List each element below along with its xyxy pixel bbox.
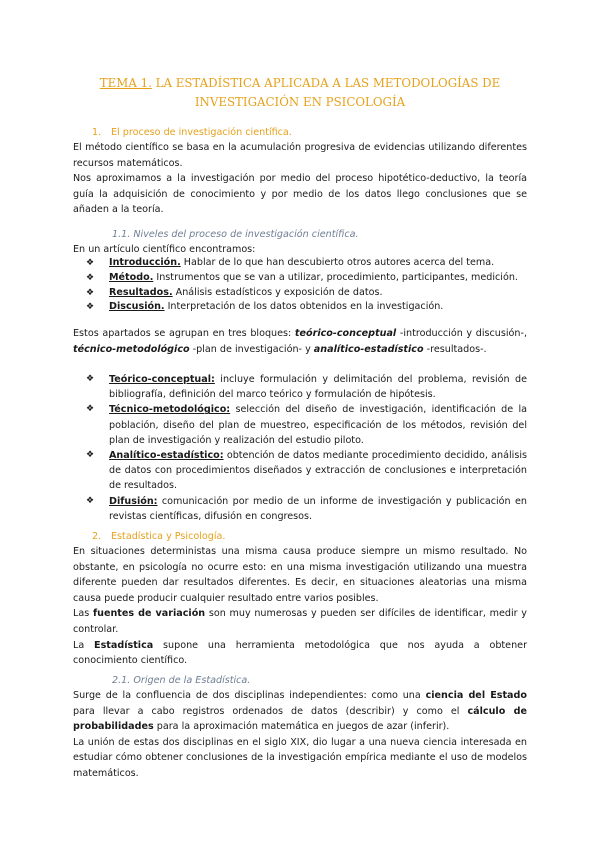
list-item: ❖ Teórico-conceptual: incluye formulación y delimitación del problema, revisión de bibliografía, definición del marco teórico y formulación de hipótesis. xyxy=(86,374,527,401)
diamond-bullet-icon: ❖ xyxy=(86,302,95,313)
list-item: ❖ Técnico-metodológico: selección del diseño de investigación, identificación de la población, diseño del plan de muestreo, especificación de los métodos, revisión del plan de investigación y realización del estudio piloto. xyxy=(86,404,527,446)
subsection-1-1-intro: En un artículo científico encontramos: xyxy=(73,244,256,255)
list-item: ❖ Resultados. Análisis estadísticos y exposición de datos. xyxy=(73,286,527,301)
blocks-list xyxy=(73,372,527,524)
section-1-title: El proceso de investigación científica. xyxy=(111,127,292,138)
subsection-2-1-paragraph-2: La unión de estas dos disciplinas en el siglo XIX, dio lugar a una nueva ciencia interesada en estudiar cómo obtener conclusiones de la investigación empírica mediante el uso de modelos matemáticos. xyxy=(73,736,527,779)
section-1-paragraph-1: El método científico se basa en la acumulación progresiva de evidencias utilizando diferentes recursos matemáticos. xyxy=(73,142,527,169)
title-text: LA ESTADÍSTICA APLICADA A LAS METODOLOGÍAS DE INVESTIGACIÓN EN PSICOLOGÍA xyxy=(151,76,501,109)
section-2-body xyxy=(73,544,527,669)
diamond-bullet-icon: ❖ xyxy=(86,404,95,415)
subsection-2-1-heading: 2.1. Origen de la Estadística. xyxy=(112,675,251,686)
list-item: ❖ Difusión: comunicación por medio de un informe de investigación y publicación en revistas científicas, difusión en congresos. xyxy=(86,495,527,522)
list-item: ❖ Analítico-estadístico: obtención de datos mediante procedimiento decidido, análisis de datos con procedimientos diseñados y extracción de conclusiones e interpretación de resultados. xyxy=(86,450,527,492)
section-1-heading xyxy=(73,126,292,140)
section-1-paragraph-2: Nos aproximamos a la investigación por medio del proceso hipotético-deductivo, la teoría guía la adquisición de conocimiento y por medio de los datos llego conclusiones que se añaden a la teoría. xyxy=(73,173,527,216)
section-1-body xyxy=(73,140,527,218)
section-1-number: 1. xyxy=(92,127,102,138)
diamond-bullet-icon: ❖ xyxy=(86,287,95,298)
section-2-title: Estadística y Psicología. xyxy=(111,531,226,542)
subsection-1-1-heading: 1.1. Niveles del proceso de investigación científica. xyxy=(112,229,359,240)
diamond-bullet-icon: ❖ xyxy=(86,450,95,461)
subsection-2-1-body xyxy=(73,688,527,782)
blocks-paragraph: Estos apartados se agrupan en tres bloques: teórico-conceptual -introducción y discusión-, técnico-metodológico -plan de investigación- y analítico-estadístico -resultados-. xyxy=(73,328,527,355)
list-item: ❖ Introducción. Hablar de lo que han descubierto otros autores acerca del tema. xyxy=(73,256,527,271)
diamond-bullet-icon: ❖ xyxy=(86,272,95,283)
subsection-2-1-paragraph-1: Surge de la confluencia de dos disciplinas independientes: como una ciencia del Estado para llevar a cabo registros ordenados de datos (describir) y como el cálculo de probabilidades para la aproximación matemática en juegos de azar (inferir). xyxy=(73,690,527,733)
list-item: ❖ Discusión. Interpretación de los datos obtenidos en la investigación. xyxy=(73,300,527,315)
diamond-bullet-icon: ❖ xyxy=(86,258,95,268)
list-item: ❖ Método. Instrumentos que se van a utilizar, procedimiento, participantes, medición. xyxy=(73,271,527,286)
article-parts-list xyxy=(73,256,527,315)
section-2-heading xyxy=(73,530,225,544)
section-2-paragraph-3: La Estadística supone una herramienta metodológica que nos ayuda a obtener conocimiento científico. xyxy=(73,639,528,667)
diamond-bullet-icon: ❖ xyxy=(86,495,95,506)
diamond-bullet-icon: ❖ xyxy=(86,374,95,384)
section-2-paragraph-1: En situaciones deterministas una misma causa produce siempre un mismo resultado. No obstante, en psicología no ocurre esto: en una misma investigación utilizando una muestra diferente pueden dar resultados diferentes. Es decir, en situaciones aleatorias una misma causa puede producir cualquier resultado entre varios posibles. xyxy=(73,546,527,604)
section-2-paragraph-2: Las fuentes de variación son muy numerosas y pueden ser difíciles de identificar, medir y controlar. xyxy=(73,608,527,635)
section-2-number: 2. xyxy=(92,531,102,542)
title-number: TEMA 1. xyxy=(99,76,152,90)
document-title xyxy=(73,74,527,112)
